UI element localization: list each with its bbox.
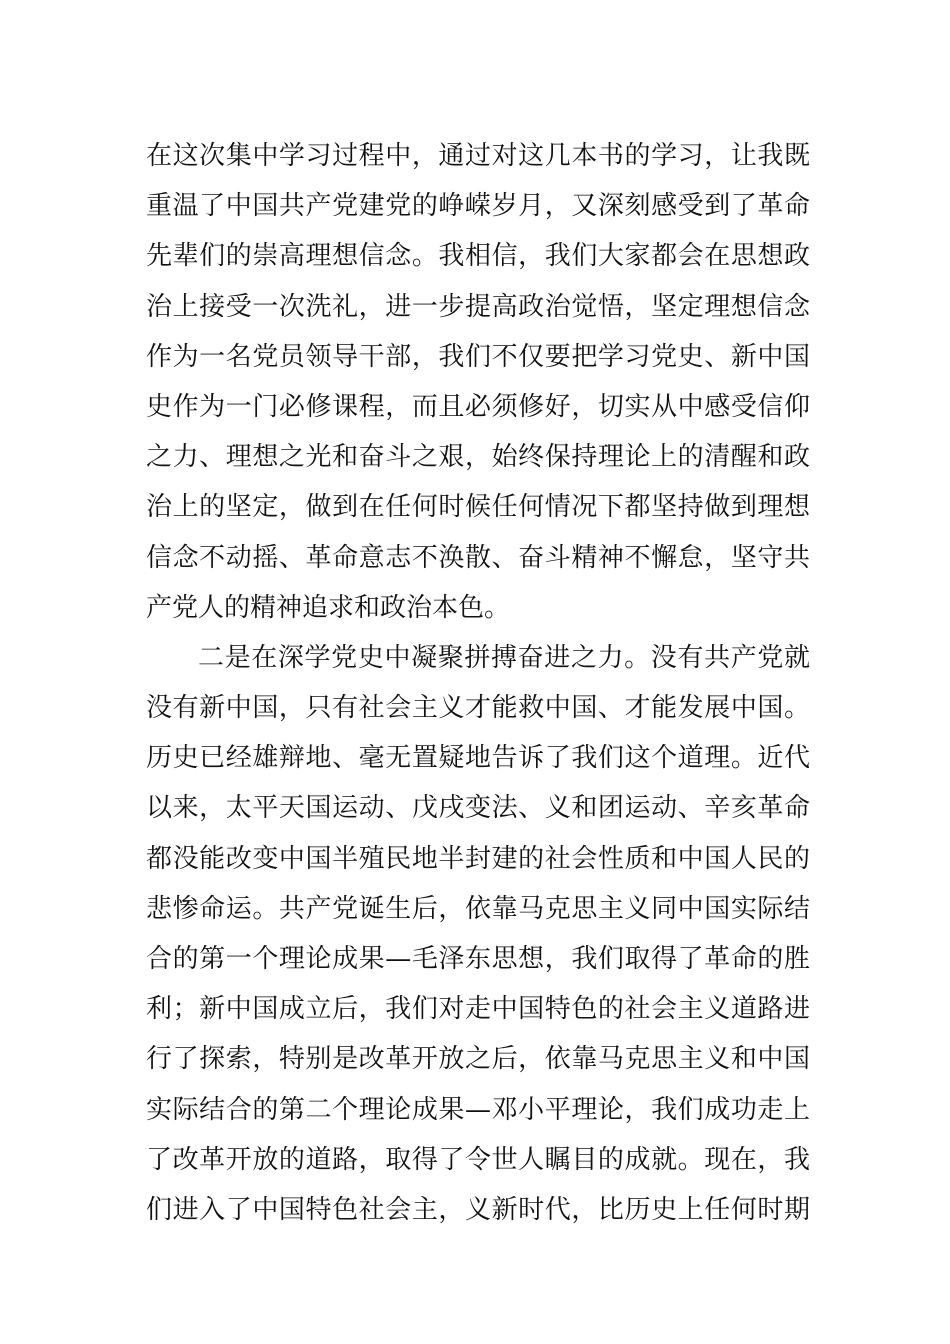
text-line: 们进入了中国特色社会主，义新时代，比历史上任何时期 <box>146 1194 810 1225</box>
text-line: 在这次集中学习过程中，通过对这几本书的学习，让我既 <box>146 141 810 171</box>
text-line: 史作为一门必修课程，而且必须修好，切实从中感受信仰 <box>146 391 810 422</box>
body-text <box>146 131 810 1235</box>
text-line: 悲惨命运。共产党诞生后，依靠马克思主义同中国实际结 <box>146 893 810 924</box>
text-line: 行了探索，特别是改革开放之后，依靠马克思主义和中国 <box>146 1044 810 1075</box>
text-line: 信念不动摇、革命意志不涣散、奋斗精神不懈怠，坚守共 <box>146 542 810 573</box>
text-line: 以来，太平天国运动、戊戌变法、义和团运动、辛亥革命 <box>146 793 810 824</box>
text-line: 实际结合的第二个理论成果—邓小平理论，我们成功走上 <box>146 1094 810 1125</box>
text-line: 先辈们的崇高理想信念。我相信，我们大家都会在思想政 <box>146 241 810 272</box>
text-line: 治上的坚定，做到在任何时候任何情况下都坚持做到理想 <box>146 492 810 523</box>
text-line: 合的第一个理论成果—毛泽东思想，我们取得了革命的胜 <box>146 944 810 974</box>
text-line: 没有新中国，只有社会主义才能救中国、才能发展中国。 <box>146 693 810 724</box>
text-line: 都没能改变中国半殖民地半封建的社会性质和中国人民的 <box>146 843 810 874</box>
text-line: 作为一名党员领导干部，我们不仅要把学习党史、新中国 <box>146 341 810 372</box>
text-line: 利；新中国成立后，我们对走中国特色的社会主义道路进 <box>146 994 810 1025</box>
text-line: 之力、理想之光和奋斗之艰，始终保持理论上的清醒和政 <box>146 442 810 473</box>
paragraph-end-line: 产党人的精神追求和政治本色。 <box>146 592 511 623</box>
text-line: 历史已经雄辩地、毫无置疑地告诉了我们这个道理。近代 <box>146 743 810 774</box>
text-line: 治上接受一次洗礼，进一步提高政治觉悟，坚定理想信念 <box>146 291 810 322</box>
paragraph-start-line: 二是在深学党史中凝聚拼搏奋进之力。没有共产党就 <box>198 642 810 673</box>
text-line: 重温了中国共产党建党的峥嵘岁月，又深刻感受到了革命 <box>146 191 810 222</box>
text-line: 了改革开放的道路，取得了令世人瞩目的成就。现在，我 <box>146 1144 810 1175</box>
